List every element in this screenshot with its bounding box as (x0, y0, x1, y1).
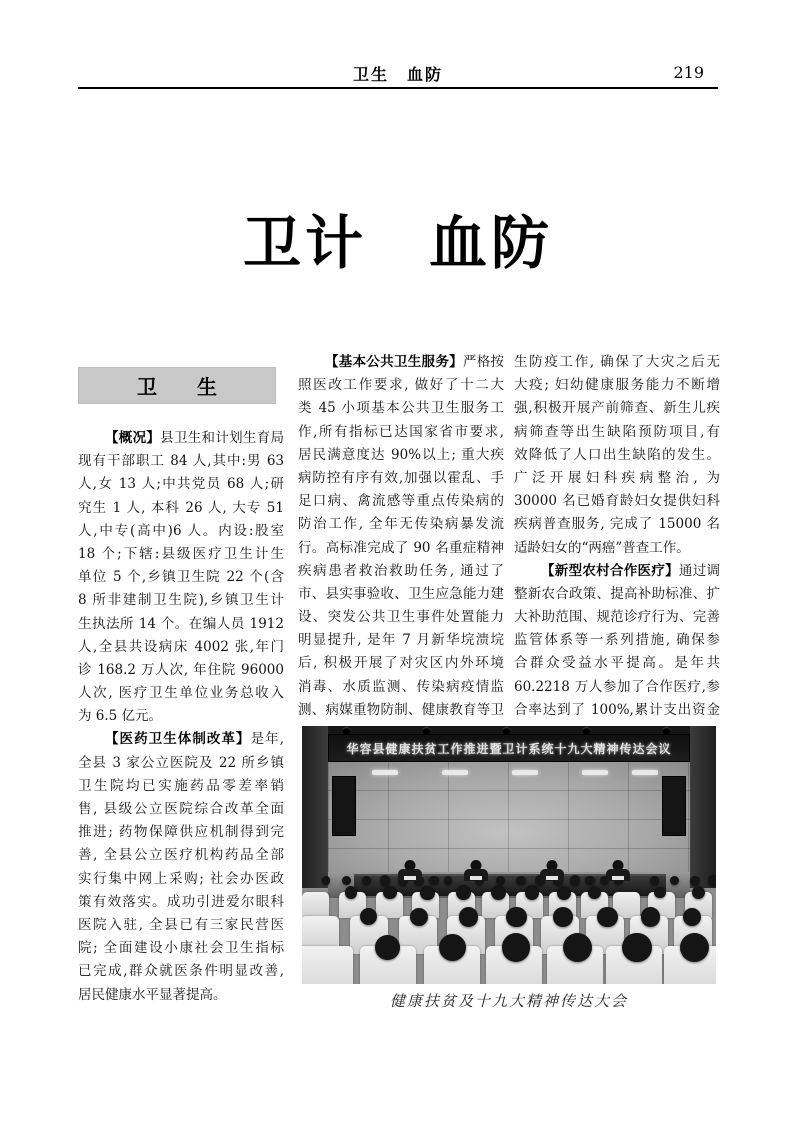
text-line: 卫生院均已实施药品零差率销 (78, 777, 284, 794)
text-line: 类 45 小项基本公共卫生服务工 (298, 400, 504, 417)
table-paper (612, 876, 624, 880)
text-line: 行。高标准完成了 90 名重症精神 (298, 539, 504, 556)
text-line: 测、病媒重物防制、健康教育等卫 (298, 701, 504, 718)
text-line: 整新农合政策、提高补助标准、扩 (514, 585, 720, 602)
audience-head (588, 886, 601, 899)
audience-chair (302, 892, 329, 918)
table-paper (470, 876, 482, 880)
audience-head (506, 907, 527, 928)
text-line: 策有效落实。成功引进爱尔眼科 (78, 893, 284, 910)
text-line: 居民健康水平显著提高。 (78, 986, 227, 1003)
text-line: 病筛查等出生缺陷预防项目,有 (514, 423, 720, 440)
audience-head (502, 933, 531, 962)
section-heading-label: 卫 生 (137, 375, 217, 399)
text-line: 人次, 医疗卫生单位业务总收入 (78, 685, 284, 702)
audience-head (670, 876, 679, 885)
text-line: 现有干部职工 84 人,其中:男 63 (78, 453, 284, 470)
ceiling-light (372, 770, 398, 775)
text-line: 后, 积极开展了对灾区内外环境 (298, 655, 504, 672)
text-line: 市、县实事验收、卫生应急能力建 (298, 585, 504, 602)
text-line: 【新型农村合作医疗】通过调 (541, 562, 720, 579)
entry-head: 【新型农村合作医疗】 (541, 562, 679, 579)
text-line: 医院入驻, 全县已有三家民营医 (78, 916, 284, 933)
audience-head (683, 908, 701, 926)
running-head (78, 60, 718, 86)
ceiling-light (632, 770, 658, 775)
text-line: 生防疫工作, 确保了大灾之后无 (514, 354, 720, 370)
section-heading-box (78, 367, 276, 404)
entry-head: 【基本公共卫生服务】 (325, 354, 463, 370)
audience-head (680, 933, 709, 962)
text-line: 适龄妇女的“两癌”普查工作。 (514, 539, 690, 556)
text-line: 【基本公共卫生服务】严格按 (325, 354, 504, 370)
photo-banner (328, 734, 690, 762)
text-line: 8 所非建制卫生院),乡镇卫生计 (78, 592, 284, 609)
audience-head (362, 876, 372, 886)
audience-head (525, 885, 540, 900)
audience-head (444, 876, 453, 885)
text-line: 设、突发公共卫生事件处置能力 (298, 609, 504, 626)
photo-panel-wall (328, 762, 690, 878)
text-column-2 (298, 351, 504, 722)
text-line: 生执法所 14 个。在编人员 1912 (78, 615, 284, 632)
text-line: 60.2218 万人参加了合作医疗,参 (514, 678, 720, 695)
text-column-1 (78, 427, 284, 1007)
text-line: 居民满意度达 90%以上; 重大疾 (298, 446, 504, 463)
ceiling-light (512, 770, 538, 775)
text-column-3 (514, 351, 720, 722)
spotlight-icon (422, 727, 431, 735)
photo-right-pillar (690, 726, 716, 888)
text-line: 【概况】县卫生和计划生育局 (105, 430, 284, 446)
entry-head: 【概况】 (105, 430, 161, 446)
spotlight-icon (502, 727, 511, 735)
ceiling-light (442, 770, 468, 775)
audience-head (585, 876, 595, 886)
audience-head (650, 876, 659, 885)
audience-head (570, 875, 580, 885)
ceiling-light (582, 770, 608, 775)
text-line: 足口病、禽流感等重点传染病的 (298, 493, 504, 510)
text-line: 人,中专(高中)6 人。内设:股室 (78, 522, 284, 539)
photo-audience (302, 878, 716, 984)
audience-head (429, 876, 439, 886)
text-line: 售, 县级公立医院综合改革全面 (78, 801, 284, 817)
text-line: 消毒、水质监测、传染病疫情监 (298, 678, 504, 695)
text-line: 为 6.5 亿元。 (78, 708, 163, 725)
photo-caption: 健康扶贫及十九大精神传达大会 (389, 992, 628, 1010)
audience-head (690, 876, 700, 886)
audience-head (516, 876, 526, 886)
chapter-title: 卫计 血防 (242, 209, 553, 277)
text-line: 合群众受益水平提高。是年共 (514, 655, 720, 672)
text-line: 大补助范围、规范诊疗行为、完善 (514, 609, 720, 626)
text-line: 18 个;下辖:县级医疗卫生计生 (78, 545, 284, 562)
header-rule (78, 87, 718, 89)
text-line: 善, 全县公立医疗机构药品全部 (78, 847, 284, 864)
entry-head: 【医药卫生体制改革】 (105, 731, 251, 748)
text-line: 单位 5 个,乡镇卫生院 22 个(含 (78, 569, 284, 586)
spotlight-icon (582, 727, 591, 735)
text-line: 照医改工作要求, 做好了十二大 (298, 377, 504, 394)
audience-head (375, 935, 400, 960)
photo-left-speaker (332, 776, 356, 836)
conference-photo (302, 726, 716, 984)
audience-head (342, 876, 351, 885)
photo-right-speaker (662, 776, 686, 836)
text-line: 监管体系等一系列措施, 确保参 (514, 632, 720, 649)
text-line: 人,女 13 人;中共党员 68 人;研 (78, 476, 284, 493)
audience-head (708, 875, 716, 885)
audience-head (641, 907, 660, 926)
audience-head (420, 886, 434, 900)
text-line: 大疫; 妇幼健康服务能力不断增 (514, 377, 720, 394)
text-line: 效降低了人口出生缺陷的发生。 (514, 446, 720, 463)
text-line: 广泛开展妇科疾病整治, 为 (514, 469, 720, 486)
text-line: 病防控有序有效,加强以霍乱、手 (298, 469, 504, 486)
audience-head (439, 934, 466, 961)
text-line: 诊 168.2 万人次, 年住院 96000 (78, 661, 284, 678)
running-head-title: 卫生 血防 (352, 65, 443, 84)
text-line: 强,积极开展产前筛查、新生儿疾 (514, 400, 720, 417)
table-paper (404, 876, 416, 880)
text-line: 明显提升, 是年 7 月新华垸溃垸 (298, 632, 504, 649)
text-line: 30000 名已婚育龄妇女提供妇科 (514, 493, 720, 510)
text-line: 院; 全面建设小康社会卫生指标 (78, 940, 284, 957)
table-paper (546, 876, 558, 880)
spotlight-icon (342, 727, 351, 735)
page-number: 219 (673, 63, 704, 82)
text-line: 实行集中网上采购; 社会办医政 (78, 870, 284, 887)
text-line: 疾病患者救治救助任务, 通过了 (298, 562, 504, 579)
audience-head (597, 907, 617, 927)
audience-head (496, 876, 505, 885)
photo-banner-text: 华容县健康扶贫工作推进暨卫计系统十九大精神传达会议 (346, 741, 672, 756)
photo-left-pillar (302, 726, 328, 888)
audience-head (380, 875, 390, 885)
audience-head (557, 886, 571, 900)
text-line: 推进; 药物保障供应机制得到完 (78, 824, 284, 841)
text-line: 疾病普查服务, 完成了 15000 名 (514, 516, 720, 533)
text-line: 防治工作, 全年无传染病暴发流 (298, 516, 504, 533)
text-line: 究生 1 人, 本科 26 人, 大专 51 (78, 499, 284, 516)
text-line: 作,所有指标已达国家省市要求, (298, 423, 504, 440)
audience-chair (302, 946, 353, 984)
text-line: 全县 3 家公立医院及 22 所乡镇 (78, 754, 284, 771)
text-line: 已完成,群众就医条件明显改善, (78, 963, 284, 980)
text-line: 【医药卫生体制改革】是年, (105, 731, 284, 748)
spotlight-icon (662, 727, 671, 735)
text-line: 人,全县共设病床 4002 张,年门 (78, 638, 284, 655)
audience-head (322, 876, 331, 885)
audience-head (383, 886, 397, 900)
text-line: 合率达到了 100%,累计支出资金 (514, 701, 720, 718)
